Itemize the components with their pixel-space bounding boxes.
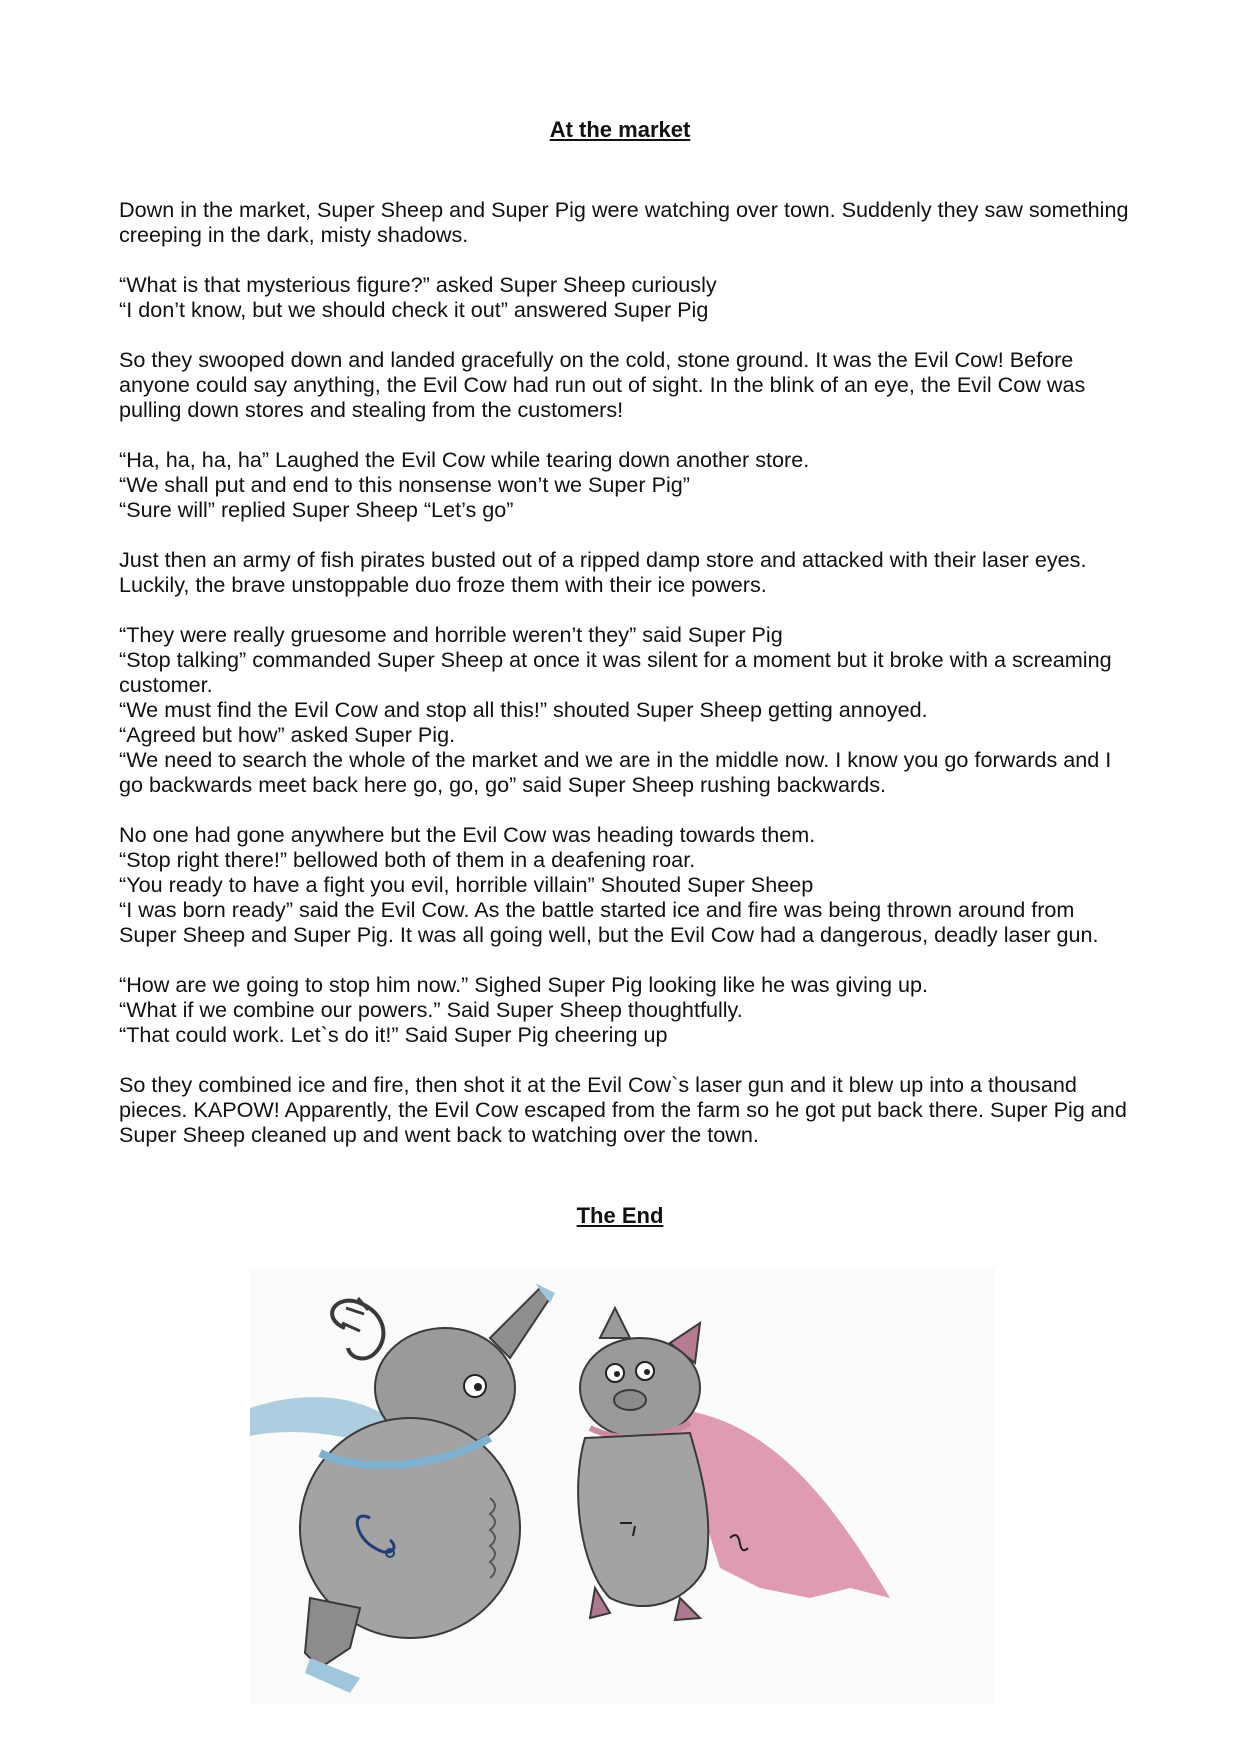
story-line: “We need to search the whole of the market and we are in the middle now. I know you go forwards and I go backwards meet back here go, go, go” said Super Sheep rushing backwards. — [119, 747, 1112, 797]
story-body — [119, 197, 1129, 1172]
story-line: “What if we combine our powers.” Said Super Sheep thoughtfully. — [119, 997, 743, 1022]
story-line: “Sure will” replied Super Sheep “Let’s go” — [119, 497, 514, 522]
story-paragraph — [119, 347, 1129, 422]
story-paragraph — [119, 822, 1129, 947]
hand-drawn-illustration — [250, 1268, 995, 1704]
story-title: At the market — [549, 117, 691, 142]
story-paragraph — [119, 972, 1129, 1047]
story-line: Down in the market, Super Sheep and Super Pig were watching over town. Suddenly they saw something creeping in the dark, misty shadows. — [119, 197, 1129, 247]
story-paragraph — [119, 622, 1129, 797]
story-line: “Stop talking” commanded Super Sheep at once it was silent for a moment but it broke with a screaming customer. — [119, 647, 1112, 697]
story-line: “Ha, ha, ha, ha” Laughed the Evil Cow while tearing down another store. — [119, 447, 810, 472]
story-paragraph — [119, 272, 1129, 322]
story-ending: The End — [576, 1203, 664, 1228]
story-line: “What is that mysterious figure?” asked Super Sheep curiously — [119, 272, 717, 297]
story-line: So they swooped down and landed gracefully on the cold, stone ground. It was the Evil Cow! Before anyone could say anything, the Evil Cow had run out of sight. In the blink of an eye, the Evil Cow was pulling down stores and stealing from the customers! — [119, 347, 1086, 422]
story-line: “That could work. Let`s do it!” Said Super Pig cheering up — [119, 1022, 668, 1047]
story-paragraph — [119, 547, 1129, 597]
story-line: “How are we going to stop him now.” Sighed Super Pig looking like he was giving up. — [119, 972, 929, 997]
story-line: “We shall put and end to this nonsense won’t we Super Pig” — [119, 472, 690, 497]
story-line: So they combined ice and fire, then shot it at the Evil Cow`s laser gun and it blew up into a thousand pieces. KAPOW! Apparently, the Evil Cow escaped from the farm so he got put back there. Super Pig and Super Sheep cleaned up and went back to watching over the town. — [119, 1072, 1127, 1147]
story-line: “Agreed but how” asked Super Pig. — [119, 722, 456, 747]
story-line: “Stop right there!” bellowed both of them in a deafening roar. — [119, 847, 696, 872]
super-pig-drawing — [578, 1308, 890, 1620]
story-line: “We must find the Evil Cow and stop all this!” shouted Super Sheep getting annoyed. — [119, 697, 928, 722]
story-paragraph — [119, 197, 1129, 247]
story-line: “You ready to have a fight you evil, horrible villain” Shouted Super Sheep — [119, 872, 814, 897]
super-sheep-drawing — [250, 1283, 555, 1693]
story-paragraph — [119, 447, 1129, 522]
story-line: No one had gone anywhere but the Evil Cow was heading towards them. — [119, 822, 816, 847]
story-line: “They were really gruesome and horrible weren’t they” said Super Pig — [119, 622, 783, 647]
story-line: “I was born ready” said the Evil Cow. As the battle started ice and fire was being thrown around from Super Sheep and Super Pig. It was all going well, but the Evil Cow had a dangerous, deadly laser gun. — [119, 897, 1099, 947]
story-paragraph — [119, 1072, 1129, 1147]
story-line: Just then an army of fish pirates busted out of a ripped damp store and attacked with their laser eyes. Luckily, the brave unstoppable duo froze them with their ice powers. — [119, 547, 1087, 597]
story-line: “I don’t know, but we should check it out” answered Super Pig — [119, 297, 709, 322]
